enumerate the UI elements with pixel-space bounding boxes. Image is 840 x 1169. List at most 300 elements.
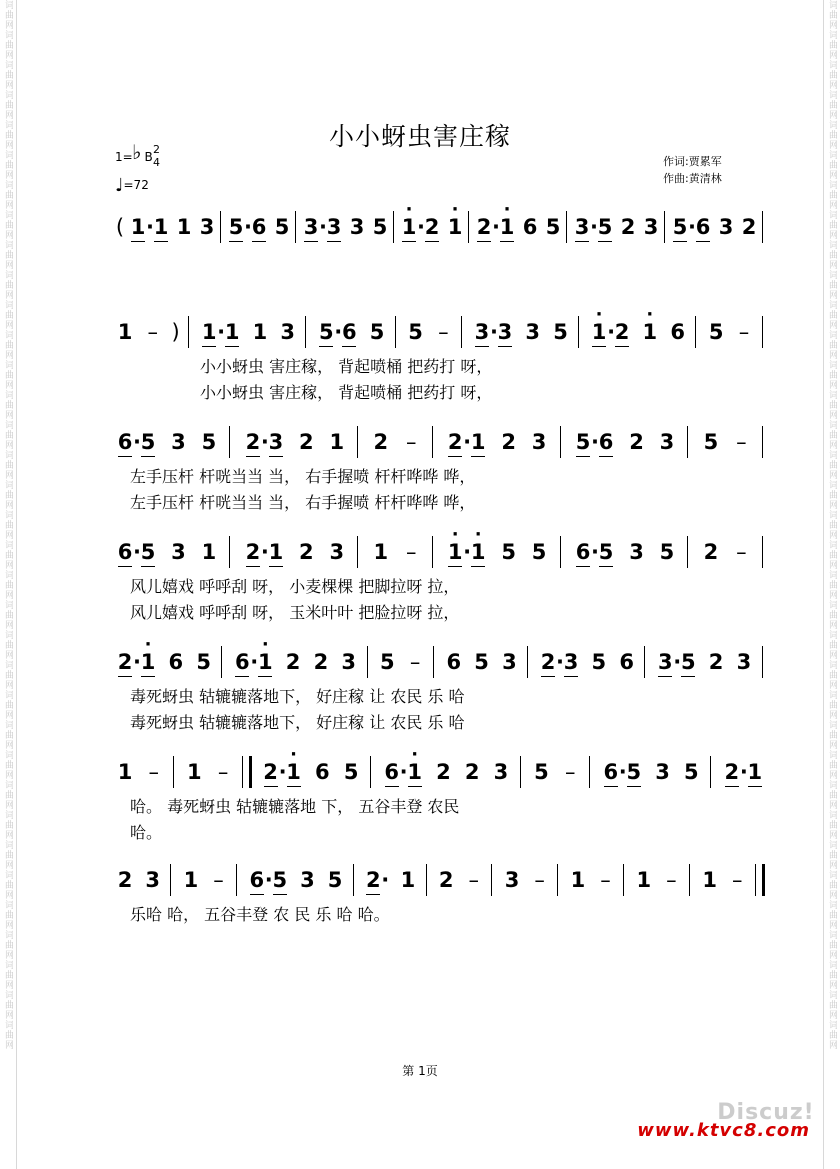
note [716, 215, 736, 239]
note-digit: 3 [736, 650, 752, 674]
bar-line [229, 426, 232, 458]
quarter-note-icon: ♩ [115, 175, 124, 196]
note [250, 320, 270, 344]
dash-note: – [147, 320, 159, 344]
note-digit: 3 [718, 215, 734, 239]
high-note: · 1 [401, 215, 417, 239]
note-digit: 2 [117, 868, 133, 892]
note [363, 868, 390, 892]
dot-mark: · [260, 540, 269, 564]
note-digit: 3 [341, 650, 356, 674]
note [706, 320, 726, 344]
dot-mark: · [217, 320, 226, 344]
note-digit: 3 [563, 650, 579, 674]
dot-mark: · [673, 650, 682, 674]
dash-note: – [600, 868, 611, 892]
bar-line [589, 756, 592, 788]
note [444, 650, 464, 674]
note-digit: 1 [570, 868, 586, 892]
note-digit: 5 [228, 215, 244, 239]
note-digit: 1 [329, 430, 345, 454]
dash-note: – [409, 650, 421, 674]
note [520, 215, 540, 239]
dot-mark: · [319, 215, 327, 239]
note-digit: 5 [591, 650, 607, 674]
dot-mark: · [463, 430, 472, 454]
note [399, 215, 442, 239]
note [491, 760, 511, 784]
dot-mark: · [334, 320, 343, 344]
high-note: · 1 [447, 540, 463, 564]
note [312, 760, 332, 784]
bar-line [295, 211, 298, 243]
note [115, 650, 158, 674]
note [197, 215, 217, 239]
note [627, 540, 647, 564]
note-digit: 6 [695, 215, 711, 239]
dot-mark: · [244, 215, 252, 239]
note [194, 650, 214, 674]
bar-line [527, 646, 530, 678]
note [297, 868, 317, 892]
note-digit: 5 [408, 320, 423, 344]
note [573, 540, 616, 564]
note-digit: 5 [272, 868, 288, 892]
key-signature [115, 140, 160, 169]
note-digit: 5 [680, 650, 696, 674]
note-digit: 5 [708, 320, 724, 344]
note-digit: 5 [501, 540, 516, 564]
dot-mark: · [264, 868, 273, 892]
note [261, 760, 304, 784]
dot-mark: · [489, 320, 498, 344]
note [445, 215, 465, 239]
lyric-line: 风儿嬉戏 呼呼刮 呀， 小麦棵棵 把脚拉呀 拉， [130, 577, 460, 596]
note [445, 430, 488, 454]
note [601, 760, 644, 784]
note-digit: 5 [380, 650, 395, 674]
dot-mark: · [590, 215, 598, 239]
note-digit: 1 [224, 320, 240, 344]
note [706, 650, 726, 674]
time-signature [153, 143, 160, 169]
bar-line [578, 316, 581, 348]
note [199, 430, 219, 454]
bar-line [762, 211, 765, 243]
bar-line [762, 536, 765, 568]
note [325, 868, 345, 892]
note-digit: 3 [280, 320, 295, 344]
note-digit: 3 [349, 215, 365, 239]
note [617, 650, 637, 674]
note-digit: 3 [171, 430, 186, 454]
note [572, 215, 615, 239]
note [327, 540, 347, 564]
note [531, 760, 551, 784]
note [278, 320, 298, 344]
note [589, 320, 632, 344]
bar-line [353, 864, 356, 896]
note [226, 215, 269, 239]
note-digit: 2 [438, 868, 454, 892]
note [653, 760, 673, 784]
note-digit: 1 [117, 760, 133, 784]
high-note: · 1 [286, 760, 302, 784]
note-digit: 3 [629, 540, 644, 564]
note [634, 868, 654, 892]
note-digit: 2 [614, 320, 630, 344]
lyric-line: 毒死蚜虫 轱辘辘落地下， 好庄稼 让 农民 乐 哈 [130, 713, 465, 732]
note-digit: 2 [501, 430, 516, 454]
note [433, 760, 453, 784]
bar-line [560, 536, 563, 568]
note [657, 430, 677, 454]
high-note: · 1 [642, 320, 658, 344]
note [339, 650, 359, 674]
dot-mark: · [250, 650, 259, 674]
dash-note: – [666, 868, 677, 892]
note [377, 650, 397, 674]
note [627, 430, 647, 454]
note [589, 650, 609, 674]
note-digit: 2 [245, 430, 261, 454]
note [523, 320, 543, 344]
bar-line [557, 864, 560, 896]
note-digit: 1 [373, 540, 389, 564]
note-digit: 1 [470, 430, 486, 454]
bar-line [560, 426, 563, 458]
note-digit: 6 [234, 650, 250, 674]
note [502, 868, 522, 892]
note [382, 760, 425, 784]
note-digit: 1 [176, 215, 192, 239]
note [243, 430, 286, 454]
high-note: · 1 [470, 540, 486, 564]
note [168, 430, 188, 454]
high-note: · 1 [447, 215, 463, 239]
note [701, 540, 721, 564]
dash-note: – [148, 760, 160, 784]
bar-line [229, 536, 232, 568]
note-digit: 6 [522, 215, 538, 239]
bar-line [393, 211, 396, 243]
bar-line [220, 211, 223, 243]
note-digit: 6 [575, 540, 591, 564]
dash-note: – [217, 760, 229, 784]
note [247, 868, 290, 892]
dash-note: – [738, 320, 750, 344]
note-digit: 3 [657, 650, 673, 674]
note-digit: 2 [117, 650, 133, 674]
note-digit: 2 [373, 430, 389, 454]
note-digit: 5 [327, 868, 343, 892]
note-digit: 5 [369, 320, 385, 344]
page-number: 第 1页 [402, 1064, 438, 1078]
note [168, 540, 188, 564]
dot-mark: · [399, 760, 408, 784]
note-digit: 2 [245, 540, 261, 564]
note [272, 215, 292, 239]
note [474, 215, 517, 239]
dot-mark: · [556, 650, 564, 674]
note [181, 868, 201, 892]
bar-line [695, 316, 698, 348]
note [406, 320, 426, 344]
note [199, 540, 219, 564]
bar-line [461, 316, 464, 348]
dot-mark: · [739, 760, 748, 784]
note [341, 760, 361, 784]
note [296, 540, 316, 564]
note-digit: 1 [268, 540, 284, 564]
note-digit: 3 [531, 430, 547, 454]
note-digit: 3 [659, 430, 675, 454]
note-digit: 5 [274, 215, 290, 239]
discuz-watermark: Discuz! [717, 1100, 815, 1125]
note [472, 650, 492, 674]
lyricist-credit: 作词:贾累军 [663, 155, 722, 168]
bar-line [566, 211, 569, 243]
bar-line [468, 211, 471, 243]
note-digit: 3 [497, 320, 513, 344]
note-digit: 3 [300, 868, 315, 892]
dot-mark: · [492, 215, 500, 239]
note [199, 320, 242, 344]
note-digit: 3 [303, 215, 319, 239]
bar-line [689, 864, 692, 896]
note-digit: 2 [285, 650, 301, 674]
note-digit: 3 [574, 215, 590, 239]
note-digit: 5 [659, 540, 675, 564]
bar-line [173, 756, 176, 788]
note-digit: 6 [598, 430, 614, 454]
note-digit: 2 [629, 430, 644, 454]
dash-note: – [736, 540, 747, 564]
note-digit: 2 [447, 430, 463, 454]
note [543, 215, 563, 239]
lyric-line: 毒死蚜虫 轱辘辘落地下， 好庄稼 让 农民 乐 哈 [130, 687, 465, 706]
bar-line [762, 646, 765, 678]
note-digit: 6 [251, 215, 267, 239]
note-digit: 3 [502, 650, 517, 674]
note-digit: 5 [201, 430, 217, 454]
note [670, 215, 713, 239]
note-digit: 3 [326, 215, 342, 239]
note-digit: 6 [619, 650, 634, 674]
bar-line [491, 864, 494, 896]
note-digit: 2 [620, 215, 636, 239]
note-digit: 5 [672, 215, 688, 239]
note [640, 320, 660, 344]
note [115, 760, 135, 784]
high-note: · 1 [257, 650, 273, 674]
note-digit: 2 [263, 760, 278, 784]
song-title: 小小蚜虫害庄稼 [328, 122, 511, 151]
note-digit: 2 [464, 760, 480, 784]
note-digit: 6 [384, 760, 399, 784]
lyric-line: 风儿嬉戏 呼呼刮 呀， 玉米叶叶 把脸拉呀 拉， [130, 603, 460, 622]
note-digit: 2 [313, 650, 329, 674]
note [243, 540, 286, 564]
note-digit: 5 [626, 760, 642, 784]
dot-mark: · [417, 215, 425, 239]
dot-mark: · [133, 650, 141, 674]
note-digit: 1 [636, 868, 652, 892]
note-digit: 3 [171, 540, 186, 564]
lyric-line: 哈。 毒死蚜虫 轱辘辘落地 下， 五谷丰登 农民 [130, 797, 460, 816]
note-digit: 5 [372, 215, 388, 239]
note [143, 868, 163, 892]
bar-line [367, 646, 370, 678]
note-digit: 1 [183, 868, 199, 892]
note-digit: 6 [117, 430, 133, 454]
note-digit: 3 [655, 760, 670, 784]
high-note: · 1 [407, 760, 423, 784]
note [462, 760, 482, 784]
note-digit: 5 [597, 215, 613, 239]
notation-row [115, 215, 765, 255]
note-digit: 1 [153, 215, 169, 239]
note [115, 868, 135, 892]
dot-mark: · [133, 430, 141, 454]
note [739, 215, 759, 239]
tempo-marking [115, 175, 149, 196]
dot-mark: · [146, 215, 154, 239]
brand-url: www.ktvc8.com [637, 1120, 810, 1141]
note-digit: 5 [474, 650, 489, 674]
dash-note: – [534, 868, 545, 892]
note-digit: 5 [343, 760, 359, 784]
note [734, 650, 754, 674]
dot-mark: · [591, 430, 600, 454]
note [232, 650, 275, 674]
dash-note: – [732, 868, 743, 892]
note-digit: 5 [318, 320, 334, 344]
note-digit: 3 [525, 320, 541, 344]
bar-line [370, 756, 373, 788]
bar-line [762, 316, 765, 348]
note-digit: 5 [575, 430, 591, 454]
note-digit: 6 [446, 650, 462, 674]
note-digit: 2 [741, 215, 757, 239]
note-digit: 2 [299, 540, 314, 564]
note [722, 760, 765, 784]
time-top: 2 [153, 143, 160, 156]
dot-mark: · [607, 320, 616, 344]
note [472, 320, 515, 344]
note-digit: 2 [540, 650, 556, 674]
bar-line [236, 864, 239, 896]
note [367, 320, 387, 344]
note-digit: 2 [476, 215, 492, 239]
dash-note: – [468, 868, 479, 892]
note [551, 320, 571, 344]
note-digit: 2 [424, 215, 440, 239]
bar-line [644, 646, 647, 678]
note [370, 215, 390, 239]
note [573, 430, 616, 454]
note-digit: 5 [598, 540, 614, 564]
note-digit: 1 [252, 320, 268, 344]
bar-line [188, 316, 191, 348]
note [668, 320, 688, 344]
note [115, 430, 158, 454]
note [316, 320, 359, 344]
high-note: · 1 [499, 215, 515, 239]
dot-mark: · [463, 540, 472, 564]
note-digit: 1 [130, 215, 146, 239]
bar-line [687, 536, 690, 568]
bar-line [221, 646, 224, 678]
note-digit: 6 [117, 540, 133, 564]
bar-line [426, 864, 429, 896]
note-digit: 5 [140, 430, 156, 454]
lyric-line: 小小蚜虫 害庄稼， 背起喷桶 把药打 呀， [200, 357, 493, 376]
note-digit: 1 [186, 760, 202, 784]
note [283, 650, 303, 674]
bar-line [242, 756, 252, 788]
high-note: · 1 [140, 650, 156, 674]
dot-mark: · [688, 215, 696, 239]
dash-note: – [405, 540, 417, 564]
note [115, 320, 135, 344]
note [166, 650, 186, 674]
note-digit: 3 [199, 215, 215, 239]
bar-line [433, 646, 436, 678]
time-bottom: 4 [153, 156, 160, 169]
bar-line [357, 426, 360, 458]
note [311, 650, 331, 674]
dash-note: – [213, 868, 224, 892]
note-digit: 3 [268, 430, 284, 454]
note [115, 540, 158, 564]
side-watermark-left: 词曲网词曲网词曲网词曲网词曲网词曲网词曲网词曲网词曲网词曲网词曲网词曲网词曲网词曲网词曲网词曲网词曲网词曲网词曲网词曲网词曲网词曲网词曲网词曲网词曲网词曲网词曲网词曲网词曲网词曲网词曲网词曲网词曲网词曲网词曲网 [3, 0, 13, 1050]
note [184, 760, 204, 784]
note-digit: 2 [708, 650, 724, 674]
note [347, 215, 367, 239]
lyric-line: 小小蚜虫 害庄稼， 背起喷桶 把药打 呀， [200, 383, 493, 402]
note-digit: 5 [531, 540, 547, 564]
lyric-line: 哈。 [130, 823, 163, 842]
note-digit: 3 [504, 868, 520, 892]
note-digit: 3 [474, 320, 490, 344]
note [398, 868, 418, 892]
side-watermark-right: 词曲网词曲网词曲网词曲网词曲网词曲网词曲网词曲网词曲网词曲网词曲网词曲网词曲网词曲网词曲网词曲网词曲网词曲网词曲网词曲网词曲网词曲网词曲网词曲网词曲网词曲网词曲网词曲网词曲网词曲网词曲网词曲网词曲网词曲网词曲网 [827, 0, 837, 1050]
bar-line [357, 536, 360, 568]
dot-mark: · [381, 868, 390, 892]
bar-line [664, 211, 667, 243]
note-digit: 5 [703, 430, 719, 454]
bar-line [395, 316, 398, 348]
note-digit: 3 [643, 215, 659, 239]
note-digit: 1 [117, 320, 133, 344]
note-digit: 2 [299, 430, 314, 454]
note [538, 650, 581, 674]
dot-mark: · [278, 760, 287, 784]
note-digit: 3 [329, 540, 345, 564]
key-prefix: 1= [115, 150, 133, 164]
bar-line [432, 536, 435, 568]
note-digit: 1 [702, 868, 717, 892]
bar-line [687, 426, 690, 458]
note [568, 868, 588, 892]
dot-mark: · [591, 540, 600, 564]
bar-line [170, 864, 173, 896]
note-digit: 6 [341, 320, 357, 344]
lyric-line: 左手压杆 杆咣当当 当， 右手握喷 杆杆哗哗 哗， [130, 493, 476, 512]
note [641, 215, 661, 239]
note-digit: 2 [703, 540, 719, 564]
